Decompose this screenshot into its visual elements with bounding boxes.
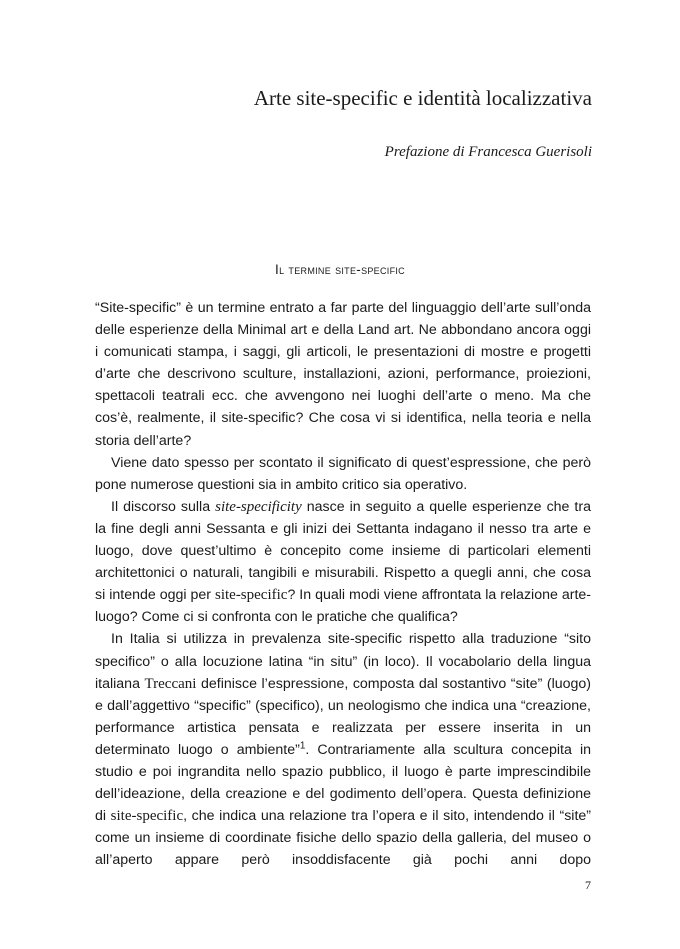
paragraph-4-text-a: In Italia si utilizza in prevalenza site-specific rispetto alla traduzione “sito specifico” o alla locuzione latina “in situ” (in loco). Il vocabolario della lingua italiana — [95, 631, 591, 692]
paragraph-4-text-d: , che indica una relazione tra l’opera e il sito, intendendo il “site” come un insieme di coordinate fisiche dello spazio della galleria, del museo o all’aperto appare però insoddisfacente già pochi anni dopo — [95, 808, 591, 869]
preface-author-line: Prefazione di Francesca Guerisoli — [384, 144, 592, 160]
paragraph-3-text-c: ? In quali modi viene affrontata la relazione arte-luogo? Come ci si confronta con le pratiche che qualifica? — [95, 587, 591, 626]
page-title: Arte site-specific e identità localizzativa — [253, 86, 592, 110]
body-text — [95, 297, 591, 871]
section-heading: Il termine site-specific — [275, 262, 405, 277]
term-treccani: Treccani — [144, 675, 197, 692]
paragraph-4-text-b: definisce l’espressione, composta dal sostantivo “site” (luogo) e dall’aggettivo “specific” (specifico), un neologismo che indica una “creazione, performance artistica pensata e realizzata per essere inserita in un determinato luogo o ambiente” — [95, 675, 592, 758]
footnote-marker: 1 — [299, 740, 306, 752]
paragraph-4-text-c: . Contrariamente alla scultura concepita in studio e poi ingrandita nello spazio pubblico, il luogo è parte imprescindibile dell’ideazione, della creazione e del godimento dell’opera. Questa definizione di — [95, 741, 591, 825]
paragraph-3-text-a: Il discorso sulla — [111, 498, 216, 515]
term-site-specific: site-specific — [214, 587, 288, 604]
paragraph-1: “Site-specific” è un termine entrato a far parte del linguaggio dell’arte sull’onda delle esperienze della Minimal art e della Land art. Ne abbondano ancora oggi i comunicati stampa, i saggi, gli articoli, le presentazioni di mostre e progetti d’arte che descrivono sculture, installazioni, azioni, performance, proiezioni, spettacoli teatrali ecc. che avvengono nei luoghi dell’arte o meno. Ma che cos’è, realmente, il site-specific? Che cosa vi si identifica, nella teoria e nella storia dell’arte? — [95, 300, 591, 449]
paragraph-3 — [95, 496, 591, 629]
paragraph-3-text-b: nasce in seguito a quelle esperienze che tra la fine degli anni Sessanta e gli inizi dei Settanta indagano il nesso tra arte e luogo, dove quest’ultimo è concepito come insieme di particolari elementi architettonici o naturali, tangibili e misurabili. Rispetto a quegli anni, che cosa si intende oggi per — [95, 498, 591, 604]
paragraph-4 — [95, 628, 591, 871]
term-site-specific: site-specific — [110, 808, 184, 825]
paragraph-2: Viene dato spesso per scontato il significato di quest’espressione, che però pone numerose questioni sia in ambito critico sia operativo. — [95, 454, 591, 493]
page-number: 7 — [585, 878, 591, 892]
term-site-specificity: site-specificity — [215, 498, 302, 515]
